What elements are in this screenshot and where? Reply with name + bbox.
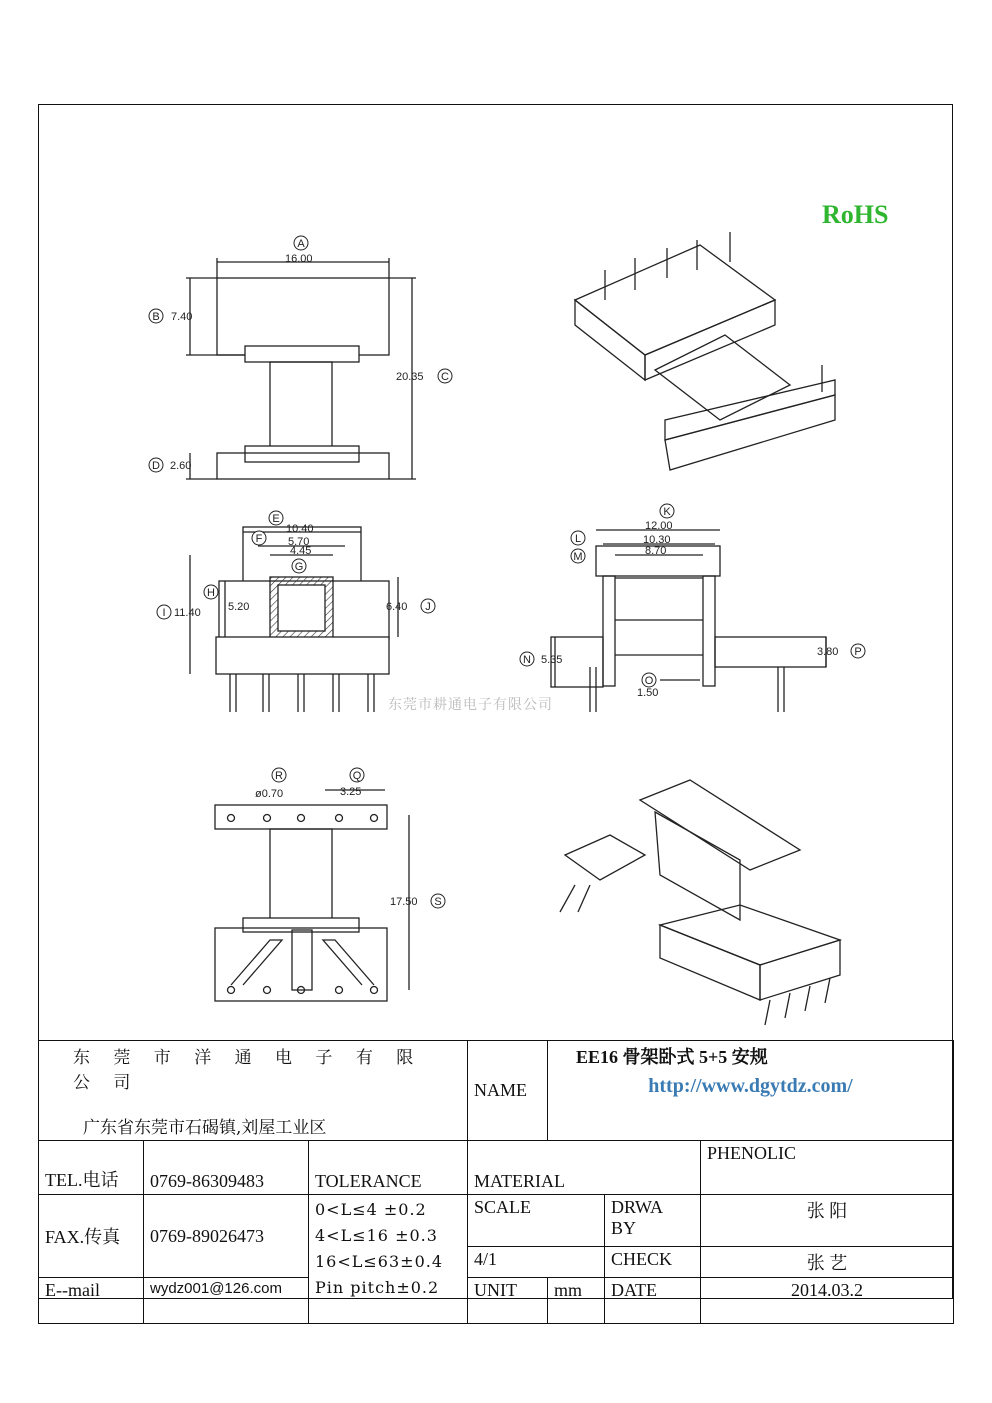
dim-k-label: K (663, 506, 671, 518)
dim-c-label: C (441, 371, 449, 383)
dim-e-value: 10.40 (286, 523, 314, 535)
dim-q-value: 3.25 (340, 786, 362, 798)
dim-i-value: 11.40 (174, 607, 201, 619)
dim-a-value: 16.00 (285, 253, 313, 265)
dim-d-value: 2.60 (170, 460, 192, 472)
dim-f-value: 5.70 (288, 536, 310, 548)
fax-value: 0769-89026473 (144, 1195, 309, 1278)
scale-value: 4/1 (468, 1247, 605, 1278)
tolerance-line: 16<L≤63±0.4 (315, 1252, 444, 1271)
check-label: CHECK (605, 1247, 701, 1278)
tel-value: 0769-86309483 (144, 1141, 309, 1195)
dim-j-value: 6.40 (386, 601, 408, 613)
company-address: 广东省东莞市石碣镇,刘屋工业区 (83, 1118, 327, 1138)
dim-o-value: 1.50 (637, 687, 659, 699)
dim-i-label: I (162, 607, 166, 619)
company-name: 东 莞 市 洋 通 电 子 有 限 公 司 (73, 1048, 423, 1093)
dim-k-value: 12.00 (645, 520, 673, 532)
title-block (38, 1040, 954, 1324)
rohs-mark: RoHS (822, 200, 889, 229)
tolerance-line: Pin pitch±0.2 (315, 1278, 440, 1297)
dim-h-value: 5.20 (228, 601, 250, 613)
date-value: 2014.03.2 (701, 1278, 954, 1324)
isometric-view-top (575, 232, 835, 470)
part-name-cell (548, 1041, 954, 1141)
dim-o-label: O (644, 675, 654, 687)
dim-n-label: N (523, 654, 531, 666)
dim-s-value: 17.50 (390, 896, 418, 908)
dim-j-label: J (425, 601, 431, 613)
material-label: MATERIAL (468, 1141, 701, 1195)
email-value[interactable]: wydz001@126.com (144, 1278, 309, 1324)
tolerance-line: 4<L≤16 ±0.3 (315, 1226, 438, 1245)
unit-label: UNIT (468, 1278, 548, 1324)
drawn-by-label: DRWA BY (605, 1195, 701, 1247)
material-value: PHENOLIC (701, 1141, 954, 1195)
dim-q-label: Q (352, 770, 362, 782)
bottom-view (215, 790, 409, 1001)
unit-value: mm (548, 1278, 605, 1324)
name-label: NAME (468, 1041, 548, 1141)
dim-r-value: ø0.70 (255, 788, 284, 800)
fax-label: FAX.传真 (39, 1195, 144, 1278)
tel-label: TEL.电话 (39, 1141, 144, 1195)
dim-h-label: H (207, 587, 215, 599)
dim-s-label: S (434, 896, 442, 908)
dim-p-label: P (854, 646, 862, 658)
part-name: EE16 骨架卧式 5+5 安规 (576, 1047, 768, 1067)
isometric-view-bottom (560, 780, 840, 1025)
dim-m-label: M (573, 551, 583, 563)
scale-label: SCALE (468, 1195, 605, 1247)
dim-l-label: L (574, 533, 582, 545)
dim-m-value: 8.70 (645, 545, 667, 557)
dim-f-label: F (255, 533, 263, 545)
dim-e-label: E (272, 513, 280, 525)
dim-d-label: D (152, 460, 160, 472)
top-view (186, 258, 416, 479)
tolerance-line: 0<L≤4 ±0.2 (315, 1200, 427, 1219)
dim-c-value: 20.35 (396, 371, 424, 383)
side-view (551, 530, 826, 712)
dim-g-label: G (294, 561, 304, 573)
dim-n-value: 5.35 (541, 654, 563, 666)
check-value: 张 艺 (701, 1247, 954, 1278)
tolerance-label: TOLERANCE (309, 1141, 468, 1195)
watermark: 东莞市耕通电子有限公司 (388, 697, 553, 713)
dim-g-value: 4.45 (290, 545, 312, 557)
dim-r-label: R (275, 770, 283, 782)
company-cell (39, 1041, 468, 1141)
website-link[interactable]: http://www.dgytdz.com/ (648, 1075, 853, 1097)
date-label: DATE (605, 1278, 701, 1324)
dim-b-label: B (152, 311, 160, 323)
drawn-by-value: 张 阳 (701, 1195, 954, 1247)
dim-a-label: A (297, 238, 305, 250)
email-label: E--mail (39, 1278, 144, 1324)
dim-p-value: 3.80 (817, 646, 839, 658)
dim-l-value: 10.30 (643, 534, 671, 546)
tolerance-table (309, 1195, 468, 1324)
dim-b-value: 7.40 (171, 311, 193, 323)
